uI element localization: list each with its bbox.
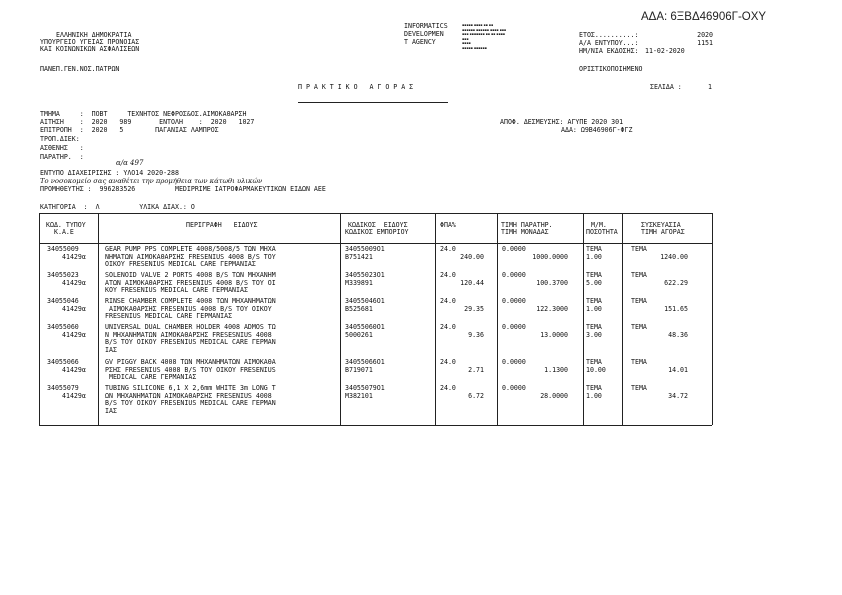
page-label: ΣΕΛΙΔΑ : xyxy=(650,83,682,91)
table-top-border xyxy=(39,213,712,214)
row-description-line: ΙΑΣ xyxy=(105,406,117,415)
row-pack: ΤΕΜΑ xyxy=(631,297,647,305)
row-description-line: UNIVERSAL DUAL CHAMBER HOLDER 4008 ΑDMOS ΤΩ xyxy=(105,323,276,331)
header-pack: ΣΥΣΚΕΥΑΣΙΑ xyxy=(641,221,681,229)
row-qty: 3.00 xyxy=(586,330,602,339)
row-merch-code: M382101 xyxy=(345,391,373,400)
ada-code: ΑΔΑ: 6ΞΒΔ46906Γ-ΟΧΥ xyxy=(641,11,767,23)
row-code: 34055060 xyxy=(47,323,79,331)
row-description-line: ΡΣΗΣ FRESENIUS 4008 B/S ΤΟΥ ΟΙΚΟΥ FRESENIUS xyxy=(105,365,276,374)
committee-field: ΕΠΙΤΡΟΠΗ : 2020 5 ΠΑΓΑΝΙΑΣ ΛΑΜΠΡΟΣ xyxy=(40,126,219,134)
row-vat-amount: 6.72 xyxy=(468,391,484,400)
vendor-fineprint: ▪▪▪▪▪ ▪▪▪▪ ▪▪ ▪▪ ▪▪▪▪▪▪ ▪▪▪▪▪▪ ▪▪▪▪ ▪▪▪ ▪▪▪ ▪▪▪▪▪▪▪ ▪▪ ▪▪ ▪▪▪▪ ▪▪▪ ▪▪▪▪ ▪▪▪▪▪ ▪▪▪▪▪▪ xyxy=(462,23,507,50)
header-qty: ΠΟΣΟΤΗΤΑ xyxy=(586,228,618,236)
row-merch-code: B719071 xyxy=(345,365,373,374)
serial-number: α/α 497 xyxy=(116,159,144,167)
row-unit: ΤΕΜΑ xyxy=(586,245,602,253)
vendor-line2: DEVELOPMEN xyxy=(404,30,444,38)
vendor-line1: INFORMATICS xyxy=(404,22,448,30)
header-unit: Μ/Μ. xyxy=(591,221,607,229)
assignment-note: Το νοσοκομείο σας αναθέτει την προμήθεια των κάτωθι υλικών xyxy=(40,177,263,185)
issuer-line3: ΚΑΙ ΚΟΙΝΩΝΙΚΩΝ ΑΣΦΑΛΙΣΕΩΝ xyxy=(40,45,140,53)
row-description-line: GEAR PUMP PPS COMPLETE 4008/5008/5 ΤΩΝ ΜΗΧΑ xyxy=(105,245,276,253)
header-obs-price: ΤΙΜΗ ΠΑΡΑΤΗΡ. xyxy=(501,221,553,229)
row-vat: 24.0 xyxy=(440,384,456,392)
row-kae: 41429α xyxy=(62,278,86,287)
row-obs-price: 0.0000 xyxy=(502,271,526,279)
row-vat-amount: 9.36 xyxy=(468,330,484,339)
header-merch-code: ΚΩΔΙΚΟΣ ΕΜΠΟΡΙΟΥ xyxy=(345,228,409,236)
row-code: 34055046 xyxy=(47,297,79,305)
header-code: ΚΩΔ. ΤΥΠΟΥ xyxy=(46,221,86,229)
row-code: 34055079 xyxy=(47,384,79,392)
committee-ada: ΑΔΑ: Ω9Β46906Γ-ΦΓΖ xyxy=(561,126,633,134)
row-unit: ΤΕΜΑ xyxy=(586,384,602,392)
row-description-line: ΟΙΚΟΥ FRESENIUS MEDICAL CARE ΓΕΡΜΑΝΙΑΣ xyxy=(105,260,256,269)
table-col-line xyxy=(340,213,341,425)
row-vat-amount: 29.35 xyxy=(464,304,484,313)
row-obs-price: 0.0000 xyxy=(502,323,526,331)
row-qty: 1.00 xyxy=(586,391,602,400)
table-col-line xyxy=(39,213,40,425)
row-description-line: B/S ΤΟΥ ΟΙΚΟΥ FRESENIUS MEDICAL CARE ΓΕΡΜΑΝ xyxy=(105,399,276,408)
row-description-line: MEDICAL CARE ΓΕΡΜΑΝΙΑΣ xyxy=(105,373,197,382)
row-total: 48.36 xyxy=(668,330,688,339)
row-kae: 41429α xyxy=(62,391,86,400)
row-total: 1240.00 xyxy=(660,252,688,261)
table-col-line xyxy=(583,213,584,425)
row-item-code: 34055046O1 xyxy=(345,297,385,305)
row-vat: 24.0 xyxy=(440,271,456,279)
row-pack: ΤΕΜΑ xyxy=(631,245,647,253)
row-vat: 24.0 xyxy=(440,358,456,366)
header-total: ΤΙΜΗ ΑΓΟΡΑΣ xyxy=(641,228,685,236)
table-col-line xyxy=(622,213,623,425)
date-value: 11-02-2020 xyxy=(645,47,685,55)
row-vat-amount: 240.00 xyxy=(460,252,484,261)
row-merch-code: B525681 xyxy=(345,304,373,313)
row-obs-price: 0.0000 xyxy=(502,297,526,305)
row-item-code: 34055066O1 xyxy=(345,358,385,366)
row-total: 14.01 xyxy=(668,365,688,374)
row-unit-price: 100.3700 xyxy=(536,278,568,287)
row-description-line: RINSE CHAMBER COMPLETE 4008 ΤΩΝ ΜΗΧΑΝΗΜΑΤΩΝ xyxy=(105,297,276,305)
date-label: ΗΜ/ΝΙΑ ΕΚΔΟΣΗΣ: xyxy=(579,47,639,55)
row-vat: 24.0 xyxy=(440,245,456,253)
row-pack: ΤΕΜΑ xyxy=(631,323,647,331)
category-field: ΚΑΤΗΓΟΡΙΑ : Λ ΥΛΙΚΑ ΔΙΑΧ.: Ο xyxy=(40,203,195,211)
request-field: ΑΙΤΗΣΗ : 2020 989 ΕΝΤΟΛΗ : 2020 1027 xyxy=(40,118,255,126)
row-item-code: 34055079O1 xyxy=(345,384,385,392)
row-description-line: ΚΟΥ FRESENIUS MEDICAL CARE ΓΕΡΜΑΝΙΑΣ xyxy=(105,286,248,295)
row-unit-price: 13.0000 xyxy=(540,330,568,339)
title-underline xyxy=(298,102,448,103)
hospital-name: ΠΑΝΕΠ.ΓΕΝ.ΝΟΣ.ΠΑΤΡΩΝ xyxy=(40,65,120,73)
entry-value: 1151 xyxy=(697,39,713,47)
row-total: 34.72 xyxy=(668,391,688,400)
row-obs-price: 0.0000 xyxy=(502,245,526,253)
row-qty: 5.00 xyxy=(586,278,602,287)
patient-field: ΑΣΘΕΝΗΣ : xyxy=(40,144,84,152)
issuer-line1: ΕΛΛΗΝΙΚΗ ΔΗΜΟΚΡΑΤΙΑ xyxy=(56,31,132,39)
year-label: ΕΤΟΣ..........: xyxy=(579,31,639,39)
row-unit: ΤΕΜΑ xyxy=(586,358,602,366)
row-description-line: ΩΝ ΜΗΧΑΝΗΜΑΤΩΝ ΑΙΜΟΚΑΘΑΡΣΗΣ FRESENIUS 4008 xyxy=(105,391,272,400)
header-description: ΠΕΡΙΓΡΑΦΗ ΕΙΔΟΥΣ xyxy=(186,221,258,229)
table-bottom-border xyxy=(39,425,712,426)
row-description-line: B/S ΤΟΥ ΟΙΚΟΥ FRESENIUS MEDICAL CARE ΓΕΡΜΑΝ xyxy=(105,338,276,347)
supplier-field: ΠΡΟΜΗΘΕΥΤΗΣ : 996283526 MEDIPRIME ΙΑΤΡΟΦΑΡΜΑΚΕΥΤΙΚΩΝ ΕΙΔΩΝ ΑΕΕ xyxy=(40,185,326,193)
row-total: 622.29 xyxy=(664,278,688,287)
row-unit-price: 1.1300 xyxy=(544,365,568,374)
year-value: 2020 xyxy=(697,31,713,39)
row-unit-price: 122.3000 xyxy=(536,304,568,313)
row-merch-code: B751421 xyxy=(345,252,373,261)
table-header-border xyxy=(39,243,712,244)
form-field: ΕΝΤΥΠΟ ΔΙΑΧΕΙΡΙΣΗΣ : ΥΛΟ14 2020-288 xyxy=(40,169,179,177)
row-merch-code: M339891 xyxy=(345,278,373,287)
row-vat-amount: 120.44 xyxy=(460,278,484,287)
row-description-line: Ν ΜΗΧΑΝΗΜΑΤΩΝ ΑΙΜΟΚΑΘΑΡΣΗΣ FRESESNIUS 4008 xyxy=(105,330,272,339)
header-unit-price: ΤΙΜΗ ΜΟΝΑΔΑΣ xyxy=(501,228,549,236)
row-description-line: SOLENOID VALVE 2 PORTS 4008 B/S ΤΩΝ ΜΗΧΑΝΗΜ xyxy=(105,271,276,279)
row-description-line: ΙΑΣ xyxy=(105,345,117,354)
row-pack: ΤΕΜΑ xyxy=(631,358,647,366)
status-text: ΟΡΙΣΤΙΚΟΠΟΙΗΜΕΝΟ xyxy=(579,65,643,73)
table-col-line xyxy=(712,213,713,425)
row-code: 34055009 xyxy=(47,245,79,253)
row-description-line: GV PIGGY BACK 4008 ΤΩΝ ΜΗΧΑΝΗΜΑΤΩΝ ΑΙΜΟΚΑΘΑ xyxy=(105,358,276,366)
row-unit: ΤΕΜΑ xyxy=(586,271,602,279)
row-item-code: 34055060O1 xyxy=(345,323,385,331)
row-unit: ΤΕΜΑ xyxy=(586,297,602,305)
remarks-field: ΠΑΡΑΤΗΡ. : xyxy=(40,153,84,161)
page-value: 1 xyxy=(708,83,712,91)
vendor-line3: T AGENCY xyxy=(404,38,436,46)
row-kae: 41429α xyxy=(62,330,86,339)
row-unit-price: 1000.0000 xyxy=(532,252,568,261)
decision-field: ΑΠΟΦ. ΔΕΣΜΕΥΣΗΣ: ΑΓΥΠΕ 2020 301 xyxy=(500,118,624,126)
entry-label: Α/Α ΕΝΤΥΠΟΥ...: xyxy=(579,39,639,47)
row-description-line: TUBING SILICONE 6,1 X 2,6mm WHITE 3m LONG Τ xyxy=(105,384,276,392)
row-description-line: FRESENIUS MEDICAL CARE ΓΕΡΜΑΝΙΑΣ xyxy=(105,312,233,321)
row-unit-price: 28.0000 xyxy=(540,391,568,400)
issuer-line2: ΥΠΟΥΡΓΕΙΟ ΥΓΕΙΑΣ ΠΡΟΝΟΙΑΣ xyxy=(40,38,140,46)
row-code: 34055023 xyxy=(47,271,79,279)
header-vat: ΦΠΑ% xyxy=(440,221,456,229)
row-code: 34055066 xyxy=(47,358,79,366)
row-total: 151.65 xyxy=(664,304,688,313)
dept-field: ΤΜΗΜΑ : ΠΟΒΤ ΤΕΧΝΗΤΟΣ ΝΕΦΡΟΣ&ΟΣ.ΑΙΜΟΚΑΘΑΡΣΗ xyxy=(40,110,247,118)
row-vat: 24.0 xyxy=(440,297,456,305)
header-kae: Κ.Α.Ε xyxy=(54,228,74,236)
row-vat-amount: 2.71 xyxy=(468,365,484,374)
row-kae: 41429α xyxy=(62,304,86,313)
row-vat: 24.0 xyxy=(440,323,456,331)
header-item-code: ΚΩΔΙΚΟΣ ΕΙΔΟΥΣ xyxy=(348,221,408,229)
row-kae: 41429α xyxy=(62,365,86,374)
row-pack: ΤΕΜΑ xyxy=(631,271,647,279)
row-kae: 41429α xyxy=(62,252,86,261)
table-col-line xyxy=(98,213,99,425)
document-title: Π Ρ Α Κ Τ Ι Κ Ο Α Γ Ο Ρ Α Σ xyxy=(298,83,414,91)
table-col-line xyxy=(497,213,498,425)
row-item-code: 34055009O1 xyxy=(345,245,385,253)
row-merch-code: 5000261 xyxy=(345,330,373,339)
row-qty: 1.00 xyxy=(586,304,602,313)
row-pack: ΤΕΜΑ xyxy=(631,384,647,392)
row-unit: ΤΕΜΑ xyxy=(586,323,602,331)
supplier-dept-field: ΤΡΟΠ.ΔΙΕΚ: xyxy=(40,135,80,143)
row-obs-price: 0.0000 xyxy=(502,358,526,366)
row-description-line: ΝΗΜΑΤΩΝ ΑΙΜΟΚΑΘΑΡΣΗΣ FRESENIUS 4008 B/S ΤΟΥ xyxy=(105,252,276,261)
row-description-line: ΑΤΩΝ ΑΙΜΟΚΑΘΑΡΣΗΣ FRESENIUS 4008 B/S ΤΟΥ ΟΙ xyxy=(105,278,276,287)
row-qty: 10.00 xyxy=(586,365,606,374)
row-item-code: 34055023O1 xyxy=(345,271,385,279)
row-obs-price: 0.0000 xyxy=(502,384,526,392)
row-description-line: ΑΙΜΟΚΑΘΑΡΣΗΣ FRESENIUS 4008 B/S ΤΟΥ ΟΙΚΟΥ xyxy=(105,304,272,313)
row-qty: 1.00 xyxy=(586,252,602,261)
